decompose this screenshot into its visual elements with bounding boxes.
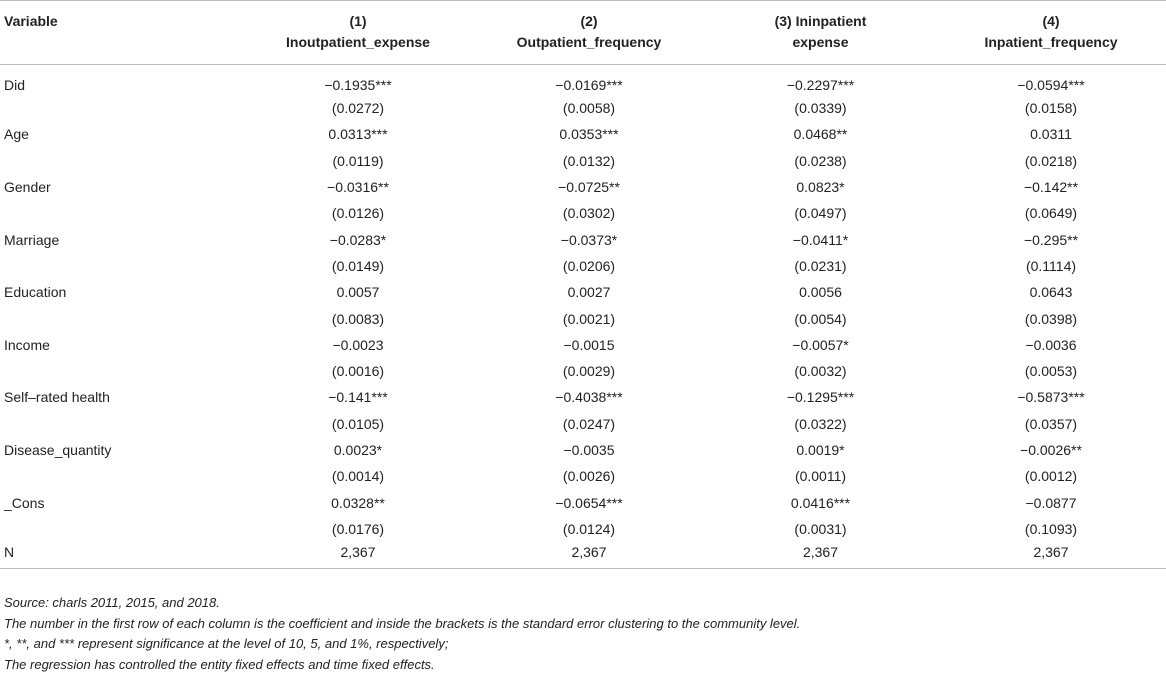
table-row xyxy=(0,437,1166,463)
table-cell: (0.0158) xyxy=(1024,100,1078,117)
table-cell: −0.142** xyxy=(1023,179,1079,196)
table-row xyxy=(0,542,1166,569)
column-number: (1) xyxy=(349,13,367,29)
table-cell: −0.141*** xyxy=(328,389,388,406)
table-cell: 2,367 xyxy=(802,544,839,561)
table-row xyxy=(0,121,1166,147)
variable-label: _Cons xyxy=(4,494,45,511)
column-header-1 xyxy=(243,1,473,65)
table-body xyxy=(0,65,1166,569)
table-cell: (0.0053) xyxy=(1024,363,1078,380)
variable-label: Marriage xyxy=(4,231,60,248)
table-cell: (0.0357) xyxy=(1024,415,1078,432)
table-cell: −0.0654*** xyxy=(555,494,623,511)
variable-label: Did xyxy=(4,77,26,93)
table-cell: −0.0316** xyxy=(327,179,389,196)
column-label: Outpatient_frequency xyxy=(516,34,662,50)
table-cell: −0.1935*** xyxy=(324,77,392,93)
table-row xyxy=(0,516,1166,542)
column-header-4 xyxy=(936,1,1166,65)
table-cell: (0.0058) xyxy=(562,100,616,117)
table-row xyxy=(0,358,1166,384)
table-cell: (0.0497) xyxy=(794,205,847,222)
variable-label xyxy=(0,148,243,174)
variable-label: Disease_quantity xyxy=(4,442,112,458)
footnote-line: *, **, and *** represent significance at the level of 10, 5, and 1%, respectively; xyxy=(4,636,449,651)
table-cell: 0.0416*** xyxy=(790,494,851,511)
table-cell: (0.0247) xyxy=(562,415,616,432)
variable-label xyxy=(0,200,243,226)
table-cell: 0.0313*** xyxy=(328,126,388,143)
table-cell: 0.0057 xyxy=(336,284,380,301)
variable-label xyxy=(0,95,243,121)
table-cell: 0.0643 xyxy=(1029,284,1073,301)
variable-label: N xyxy=(4,544,15,561)
table-row xyxy=(0,253,1166,279)
table-cell: (0.0132) xyxy=(562,152,616,169)
table-cell: (0.0054) xyxy=(794,310,847,327)
table-cell: 0.0823* xyxy=(796,179,845,196)
table-row xyxy=(0,332,1166,358)
table-cell: −0.0023 xyxy=(332,336,384,353)
table-cell: −0.2297*** xyxy=(786,77,855,93)
table-cell: (0.0339) xyxy=(794,100,847,117)
table-cell: (0.0149) xyxy=(331,257,385,274)
variable-label: Education xyxy=(4,284,67,301)
table-cell: (0.0011) xyxy=(794,468,847,485)
table-row xyxy=(0,305,1166,331)
table-cell: −0.0725** xyxy=(558,179,620,196)
table-cell: −0.295** xyxy=(1023,231,1079,248)
table-row xyxy=(0,489,1166,515)
table-header xyxy=(0,1,1166,65)
table-cell: (0.0126) xyxy=(331,205,385,222)
table-cell: (0.1093) xyxy=(1024,520,1078,537)
column-label: expense xyxy=(792,34,849,50)
table-cell: −0.0057* xyxy=(792,336,849,353)
table-cell: 0.0027 xyxy=(567,284,611,301)
header-row xyxy=(0,1,1166,65)
column-number: (4) xyxy=(1042,13,1060,29)
table-cell: −0.1295*** xyxy=(786,389,855,406)
variable-label xyxy=(0,358,243,384)
table-cell: 0.0311 xyxy=(1030,126,1072,143)
table-cell: (0.0016) xyxy=(331,363,385,380)
table-cell: 2,367 xyxy=(571,544,607,561)
table-cell: −0.0283* xyxy=(329,231,387,248)
footnote-line: Source: charls 2011, 2015, and 2018. xyxy=(4,595,220,610)
table-cell: −0.0373* xyxy=(560,231,618,248)
table-cell: (0.0231) xyxy=(794,257,847,274)
variable-column-header: Variable xyxy=(4,13,58,29)
table-row xyxy=(0,384,1166,410)
table-cell: 2,367 xyxy=(1033,544,1069,561)
column-label: Inoutpatient_expense xyxy=(286,34,430,50)
table-row xyxy=(0,279,1166,305)
variable-label xyxy=(0,411,243,437)
table-cell: −0.0026** xyxy=(1020,442,1082,458)
table-cell: −0.0594*** xyxy=(1017,77,1085,93)
column-header-2 xyxy=(473,1,705,65)
variable-label xyxy=(0,305,243,331)
table-cell: (0.0176) xyxy=(331,520,385,537)
column-number: (2) xyxy=(580,13,598,29)
footnote-line: The regression has controlled the entity fixed effects and time fixed effects. xyxy=(4,656,435,672)
table-cell: 0.0023* xyxy=(333,442,383,458)
table-cell: (0.0206) xyxy=(562,257,616,274)
table-cell: (0.0014) xyxy=(331,468,385,485)
variable-label: Self–rated health xyxy=(4,389,110,406)
column-number: (3) Ininpatient xyxy=(774,13,867,29)
table-cell: −0.0035 xyxy=(563,442,615,458)
table-cell: (0.0398) xyxy=(1024,310,1078,327)
variable-label: Income xyxy=(4,336,50,353)
table-cell: 0.0019* xyxy=(796,442,845,458)
table-cell: (0.0302) xyxy=(562,205,616,222)
table-row xyxy=(0,95,1166,121)
table-cell: (0.0021) xyxy=(562,310,616,327)
table-row xyxy=(0,411,1166,437)
table-cell: −0.0411* xyxy=(792,231,849,248)
table-row xyxy=(0,174,1166,200)
column-header-3 xyxy=(705,1,936,65)
table-cell: −0.5873*** xyxy=(1017,389,1085,406)
variable-label xyxy=(0,253,243,279)
table-cell: 0.0328** xyxy=(331,494,385,511)
table-row xyxy=(0,65,1166,96)
table-cell: (0.0649) xyxy=(1024,205,1078,222)
table-cell: 0.0353*** xyxy=(559,126,619,143)
table-cell: −0.0877 xyxy=(1025,494,1077,511)
table-cell: −0.0036 xyxy=(1025,336,1077,353)
table-cell: (0.0029) xyxy=(562,363,616,380)
table-footnotes xyxy=(4,593,1154,675)
table-row xyxy=(0,463,1166,489)
table-cell: (0.0238) xyxy=(794,152,847,169)
table-row xyxy=(0,148,1166,174)
table-cell: (0.0026) xyxy=(562,468,616,485)
table-cell: 0.0056 xyxy=(799,284,842,301)
table-row xyxy=(0,200,1166,226)
table-cell: −0.0015 xyxy=(563,336,615,353)
variable-label: Age xyxy=(4,126,29,143)
table-cell: (0.0322) xyxy=(794,415,847,432)
table-cell: (0.0083) xyxy=(331,310,385,327)
table-cell: (0.1114) xyxy=(1025,257,1077,274)
table-cell: (0.0119) xyxy=(332,152,384,169)
table-cell: 0.0468** xyxy=(793,126,848,143)
variable-label: Gender xyxy=(4,179,51,196)
table-cell: (0.0032) xyxy=(794,363,847,380)
variable-label xyxy=(0,516,243,542)
table-cell: (0.0272) xyxy=(331,100,385,117)
table-cell: (0.0124) xyxy=(562,520,616,537)
table-cell: (0.0012) xyxy=(1024,468,1078,485)
table-cell: (0.0105) xyxy=(331,415,385,432)
table-cell: (0.0031) xyxy=(794,520,847,537)
table-cell: 2,367 xyxy=(340,544,376,561)
table-cell: −0.4038*** xyxy=(555,389,623,406)
table-row xyxy=(0,226,1166,252)
table-cell: −0.0169*** xyxy=(555,77,623,93)
column-label: Inpatient_frequency xyxy=(984,34,1118,50)
table-cell: (0.0218) xyxy=(1024,152,1078,169)
footnote-line: The number in the first row of each column is the coefficient and inside the brackets is the standard error clustering to the community level. xyxy=(4,615,801,631)
variable-label xyxy=(0,463,243,489)
